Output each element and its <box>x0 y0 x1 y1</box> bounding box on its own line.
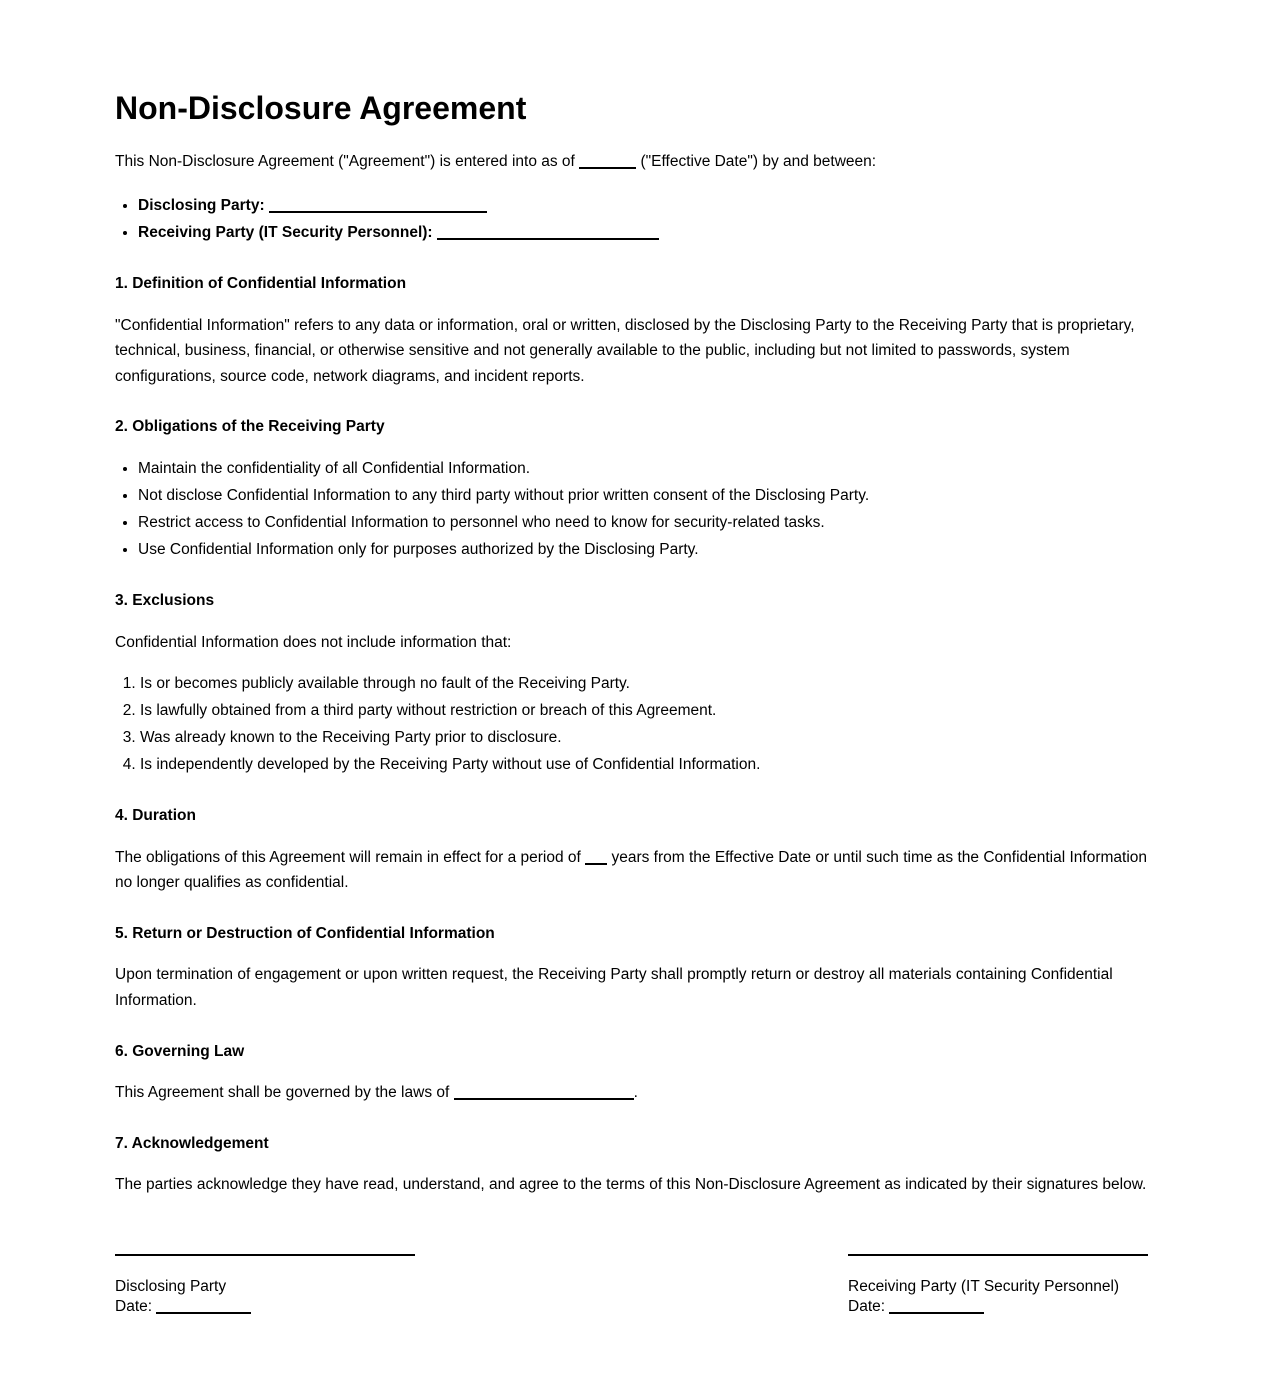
party-label-receiving: Receiving Party (IT Security Personnel): <box>138 224 433 242</box>
section-6-heading: 6. Governing Law <box>115 1042 245 1060</box>
signature-party-disclosing: Disclosing Party <box>115 1277 227 1295</box>
blank-governing-law <box>454 1098 634 1100</box>
section-2-heading: 2. Obligations of the Receiving Party <box>115 418 385 436</box>
section-4-heading: 4. Duration <box>115 806 196 824</box>
party-item-disclosing <box>138 193 1148 219</box>
signature-party-receiving: Receiving Party (IT Security Personnel) <box>848 1277 1120 1295</box>
intro-paragraph <box>115 149 1148 175</box>
party-list <box>115 193 1148 246</box>
signature-date-label-receiving: Date: <box>848 1297 886 1315</box>
exclusions-list <box>115 671 1148 778</box>
blank-effective-date <box>579 167 636 169</box>
blank-date-receiving <box>889 1312 984 1314</box>
section-4-body <box>115 845 1148 896</box>
exclusion-item: 4. Is independently developed by the Receiving Party without use of Confidential Information. <box>140 752 1148 778</box>
section-5-heading: 5. Return or Destruction of Confidential Information <box>115 924 495 942</box>
obligations-list <box>115 456 1148 563</box>
obligation-item: • Maintain the confidentiality of all Confidential Information. <box>138 456 1148 482</box>
duration-text-before: The obligations of this Agreement will remain in effect for a period of <box>115 848 581 866</box>
signature-row <box>115 1254 1148 1317</box>
exclusions-lead: Confidential Information does not include information that: <box>115 633 512 651</box>
document-title: Non-Disclosure Agreement <box>115 90 527 126</box>
section-7-heading: 7. Acknowledgement <box>115 1134 269 1152</box>
signature-text-disclosing <box>115 1277 415 1317</box>
section-1-body: "Confidential Information" refers to any data or information, oral or written, disclosed by the Disclosing Party to the Receiving Party that is proprietary, technical, business, financial, or otherwise sensitive and not generally available to the public, including but not limited to passwords, system configurations, source code, network diagrams, and incident reports. <box>115 316 1135 385</box>
section-7-body: The parties acknowledge they have read, understand, and agree to the terms of this Non-Disclosure Agreement as indicated by their signatures below. <box>115 1176 1147 1194</box>
governing-law-text-after: . <box>633 1084 638 1102</box>
signature-line-disclosing <box>115 1254 415 1256</box>
signature-text-receiving <box>848 1277 1148 1317</box>
duration-text-after: years from the Effective Date or until such time as the Confidential Information no longer qualifies as confidential. <box>115 848 1148 892</box>
obligation-item: • Restrict access to Confidential Information to personnel who need to know for security-related tasks. <box>138 510 1148 536</box>
section-6-body <box>115 1080 1148 1106</box>
blank-duration-years <box>585 863 607 865</box>
intro-text-after: ("Effective Date") by and between: <box>640 152 877 170</box>
party-label-disclosing: Disclosing Party: <box>138 197 265 215</box>
obligation-item: • Use Confidential Information only for purposes authorized by the Disclosing Party. <box>138 537 1148 563</box>
signature-block-receiving <box>848 1254 1148 1317</box>
signature-date-label-disclosing: Date: <box>115 1297 153 1315</box>
party-item-receiving <box>138 220 1148 246</box>
section-5-body: Upon termination of engagement or upon written request, the Receiving Party shall promptly return or destroy all materials containing Confidential Information. <box>115 966 1113 1009</box>
exclusion-item: 1. Is or becomes publicly available through no fault of the Receiving Party. <box>140 671 1148 697</box>
blank-date-disclosing <box>156 1312 251 1314</box>
section-1-heading: 1. Definition of Confidential Information <box>115 275 407 293</box>
signature-line-receiving <box>848 1254 1148 1256</box>
exclusion-item: 3. Was already known to the Receiving Party prior to disclosure. <box>140 725 1148 751</box>
exclusion-item: 2. Is lawfully obtained from a third party without restriction or breach of this Agreement. <box>140 698 1148 724</box>
blank-disclosing-party <box>269 211 487 213</box>
obligation-item: • Not disclose Confidential Information to any third party without prior written consent of the Disclosing Party. <box>138 483 1148 509</box>
governing-law-text-before: This Agreement shall be governed by the laws of <box>115 1084 450 1102</box>
section-3-heading: 3. Exclusions <box>115 591 215 609</box>
signature-block-disclosing <box>115 1254 415 1317</box>
intro-text-before: This Non-Disclosure Agreement ("Agreement") is entered into as of <box>115 152 575 170</box>
blank-receiving-party <box>437 238 659 240</box>
